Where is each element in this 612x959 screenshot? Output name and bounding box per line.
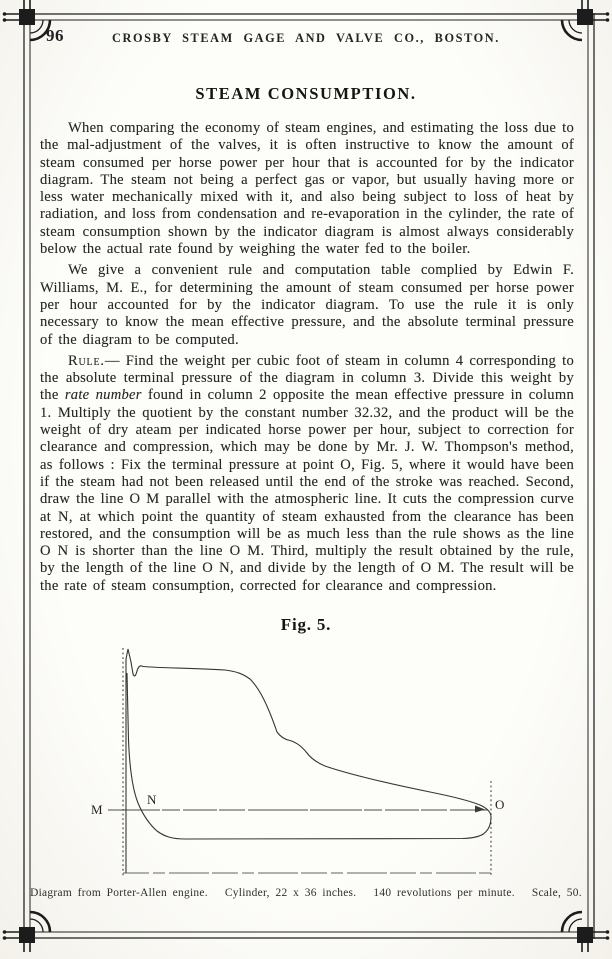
indicator-diagram-figure [85,645,550,890]
label-M: M [91,802,103,817]
rule-text-pre: — Find the weight per cubic foot of steam in column 4 corresponding to the absolute terminal pressure of the diagram in column 3. Divide this weight by the [40,352,574,404]
rule-italic-term: rate number [64,387,142,404]
label-N: N [147,792,157,807]
paragraph-2: We give a convenient rule and computation table complied by Edwin F. Williams, M. E., for determining the amount of steam consumed per horse power per hour accounted for by the indicator diagram. To use the rule it is only necessary to know the mean effective pressure, and the absolute terminal pressure of the diagram to be computed. [40,262,574,348]
article-body [40,120,574,599]
paragraph-1: When comparing the economy of steam engines, and estimating the loss due to the mal-adjustment of the valves, it is often instructive to know the amount of steam consumed per horse power per hour that is accounted for by the indicator diagram. The steam not being a perfect gas or vapor, but usually having more or less water mechanically mixed with it, and also being subject to loss of heat by radiation, and loss from condensation and re-evaporation in the cylinder, the rate of steam consumption shown by the indicator diagram is almost always considerably below the actual rate found by weighing the water fed to the boiler. [40,120,574,258]
figure-title: Fig. 5. [280,615,332,634]
figure-caption: Diagram from Porter-Allen engine. Cylinder, 22 x 36 inches. 140 revolutions per minute. Scale, 50. [30,887,582,899]
paragraph-rule [40,353,574,595]
indicator-curve [126,649,491,873]
rule-text-post: found in column 2 opposite the mean effective pressure in column 1. Multiply the quotient by the constant number 32.32, and the product will be the weight of dry ateam per indicated horse power per hour, subject to correction for clearance and compression, which may be done by Mr. J. W. Thompson's method, as follows : Fix the terminal pressure at point O, Fig. 5, where it would have been if the steam had not been released until the end of the stroke was reached. Second, draw the line O M parallel with the atmospheric line. It cuts the compression curve at N, at which point the quantity of steam exhausted from the clearance has been restored, and the consumption will be as much less than the rule shows as the line O N is shorter than the line O M. Third, multiply the result obtained by the rule, by the length of the line O N, and divide by the length of O M. The result will be the rate of steam consumption, corrected for clearance and compression. [40,387,574,594]
running-head: CROSBY STEAM GAGE AND VALVE CO., BOSTON. [112,31,500,45]
article-title: STEAM CONSUMPTION. [195,84,417,103]
rule-lead: Rule. [68,352,105,369]
page-number: 96 [46,26,64,45]
label-O: O [495,797,505,812]
